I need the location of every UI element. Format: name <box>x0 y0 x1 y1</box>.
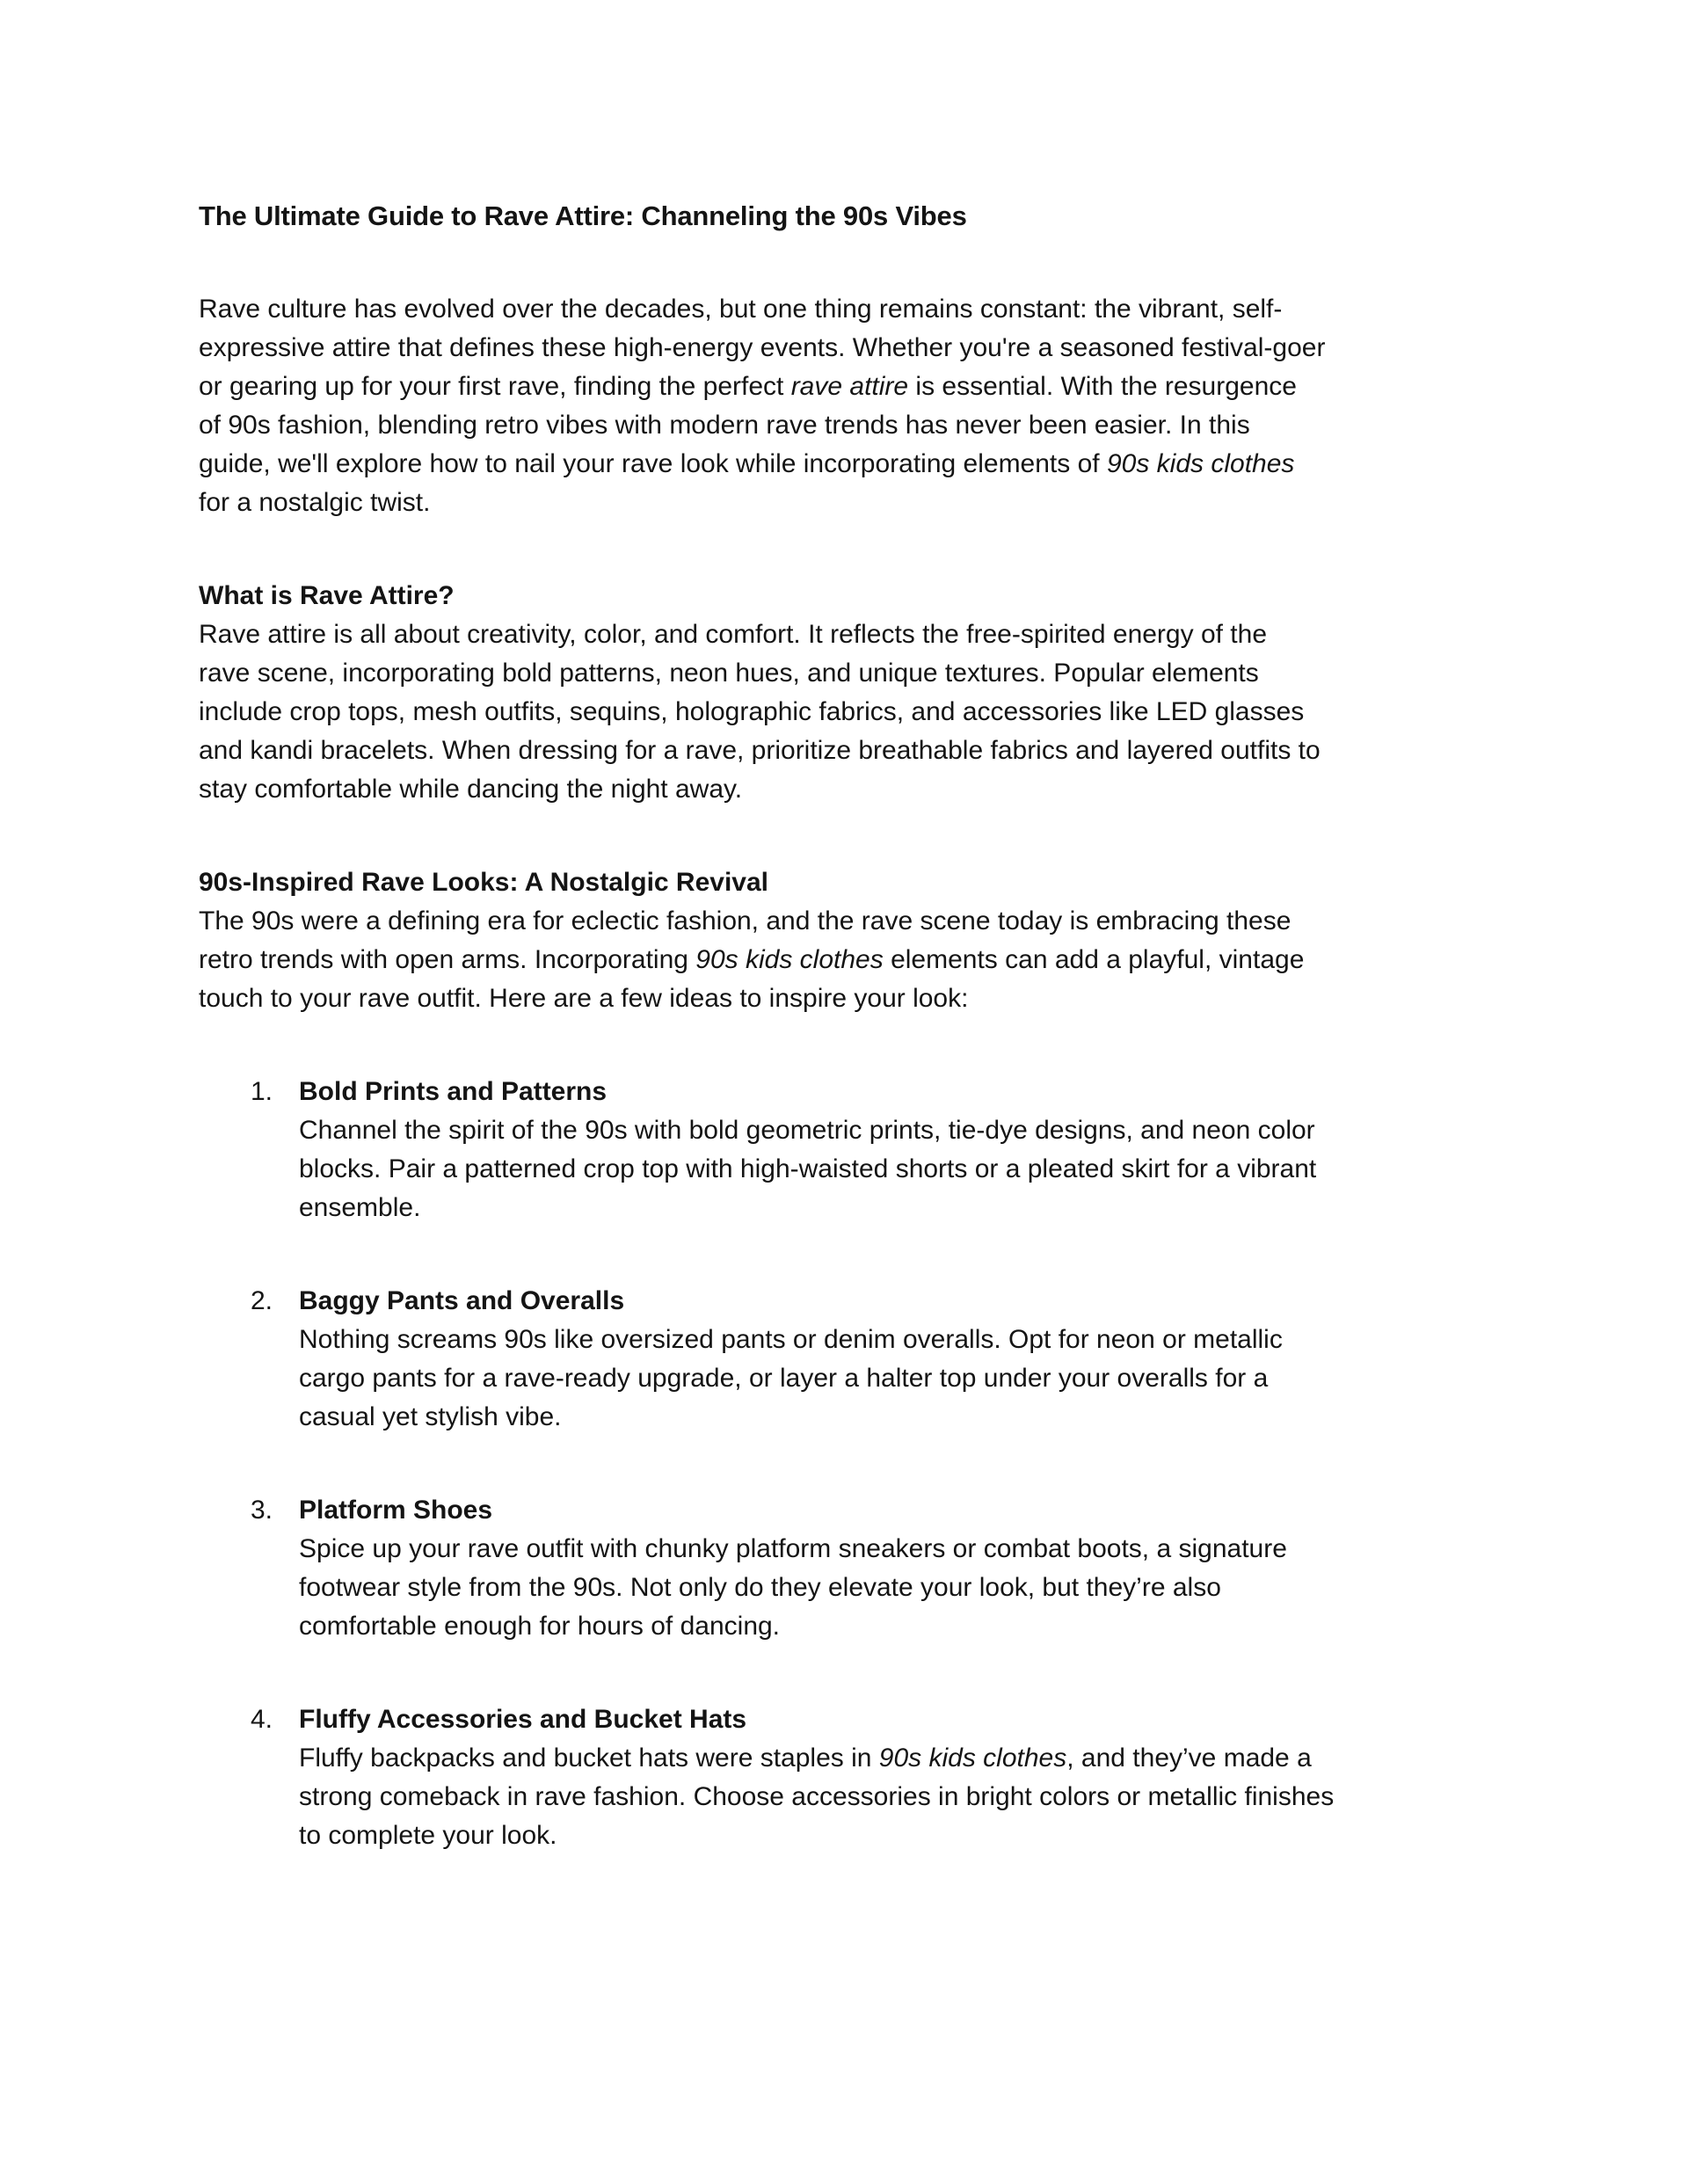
text-run: comfortable enough for hours of dancing. <box>299 1612 781 1641</box>
list-item-heading: Fluffy Accessories and Bucket Hats <box>299 1705 747 1734</box>
list-item <box>199 1491 1489 1646</box>
document-body <box>199 290 1489 1855</box>
paragraph-text <box>299 1321 1489 1437</box>
text-run: Rave culture has evolved over the decades, but one thing remains constant: the vibrant, self- <box>199 295 1283 324</box>
text-run: elements can add a playful, vintage <box>883 945 1305 974</box>
document-title: The Ultimate Guide to Rave Attire: Channeling the 90s Vibes <box>199 200 967 231</box>
paragraph-text <box>199 902 1489 1018</box>
italic-text-run: 90s kids clothes <box>1106 449 1295 478</box>
paragraph-text <box>199 615 1489 809</box>
text-run: blocks. Pair a patterned crop top with high-waisted shorts or a pleated skirt for a vibrant <box>299 1154 1317 1183</box>
text-run: Nothing screams 90s like oversized pants or denim overalls. Opt for neon or metallic <box>299 1325 1283 1354</box>
text-run: and kandi bracelets. When dressing for a rave, prioritize breathable fabrics and layered outfits to <box>199 736 1321 765</box>
text-run: casual yet stylish vibe. <box>299 1402 562 1431</box>
text-run: footwear style from the 90s. Not only do they elevate your look, but they’re also <box>299 1573 1221 1602</box>
text-run: strong comeback in rave fashion. Choose accessories in bright colors or metallic finishes <box>299 1782 1335 1811</box>
numbered-list <box>199 1073 1489 1855</box>
text-run: of 90s fashion, blending retro vibes with modern rave trends has never been easier. In this <box>199 411 1250 440</box>
paragraph-block <box>199 290 1489 522</box>
text-run: The 90s were a defining era for eclectic fashion, and the rave scene today is embracing these <box>199 906 1291 935</box>
text-run: expressive attire that defines these high-energy events. Whether you're a seasoned festival-goer <box>199 333 1326 362</box>
list-item <box>199 1073 1489 1227</box>
text-run: for a nostalgic twist. <box>199 488 431 517</box>
paragraph-text <box>299 1739 1489 1855</box>
italic-text-run: rave attire <box>790 372 909 401</box>
text-run: touch to your rave outfit. Here are a few ideas to inspire your look: <box>199 984 969 1013</box>
text-run: ensemble. <box>299 1193 421 1222</box>
paragraph-text <box>299 1111 1489 1227</box>
paragraph-text <box>299 1530 1489 1646</box>
list-item-number: 3. <box>251 1496 273 1525</box>
list-item-number: 2. <box>251 1286 273 1315</box>
italic-text-run: 90s kids clothes <box>878 1744 1067 1773</box>
paragraph-block <box>199 577 1489 809</box>
paragraph-block <box>199 863 1489 1018</box>
text-run: Channel the spirit of the 90s with bold geometric prints, tie-dye designs, and neon color <box>299 1116 1315 1145</box>
text-run: rave scene, incorporating bold patterns, neon hues, and unique textures. Popular elements <box>199 659 1259 688</box>
list-item-heading: Baggy Pants and Overalls <box>299 1286 625 1315</box>
text-run: Rave attire is all about creativity, color, and comfort. It reflects the free-spirited energy of the <box>199 620 1267 649</box>
text-run: include crop tops, mesh outfits, sequins, holographic fabrics, and accessories like LED glasses <box>199 697 1305 726</box>
paragraph-text <box>199 290 1489 522</box>
list-item-heading: Platform Shoes <box>299 1496 493 1525</box>
text-run: , and they’ve made a <box>1066 1744 1312 1773</box>
text-run: Fluffy backpacks and bucket hats were staples in <box>299 1744 879 1773</box>
italic-text-run: 90s kids clothes <box>695 945 884 974</box>
list-item <box>199 1282 1489 1437</box>
text-run: cargo pants for a rave-ready upgrade, or layer a halter top under your overalls for a <box>299 1364 1269 1393</box>
list-item-heading: Bold Prints and Patterns <box>299 1077 608 1106</box>
text-run: retro trends with open arms. Incorporating <box>199 945 696 974</box>
section-heading: 90s-Inspired Rave Looks: A Nostalgic Revival <box>199 868 769 897</box>
text-run: to complete your look. <box>299 1821 557 1850</box>
text-run: guide, we'll explore how to nail your rave look while incorporating elements of <box>199 449 1107 478</box>
text-run: stay comfortable while dancing the night away. <box>199 775 743 804</box>
list-item-number: 1. <box>251 1077 273 1106</box>
text-run: or gearing up for your first rave, finding the perfect <box>199 372 791 401</box>
section-heading: What is Rave Attire? <box>199 581 455 610</box>
text-run: Spice up your rave outfit with chunky platform sneakers or combat boots, a signature <box>299 1534 1287 1563</box>
text-run: is essential. With the resurgence <box>908 372 1297 401</box>
list-item-number: 4. <box>251 1705 273 1734</box>
list-item <box>199 1700 1489 1855</box>
